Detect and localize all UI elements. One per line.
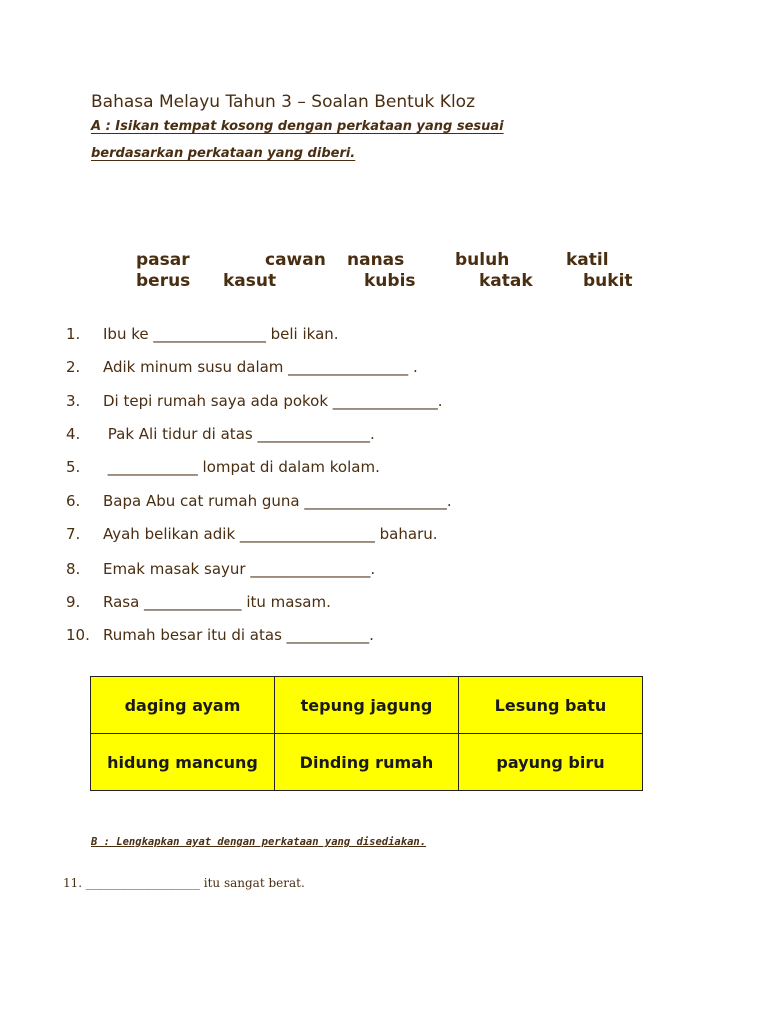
question-number: 2.	[66, 358, 81, 376]
phrase-table-row	[91, 677, 643, 734]
question-number: 3.	[66, 392, 81, 410]
word-bank-item: katil	[566, 250, 609, 270]
section-b-instruction: B : Lengkapkan ayat dengan perkataan yang disediakan.	[91, 836, 427, 848]
question-text: Emak masak sayur ________________.	[103, 560, 376, 578]
question-text: Bapa Abu cat rumah guna ___________________.	[103, 492, 452, 510]
question-number: 7.	[66, 525, 81, 543]
question-number: 4.	[66, 425, 81, 443]
question-text: Di tepi rumah saya ada pokok ______________.	[103, 392, 443, 410]
question-number: 10.	[66, 626, 90, 644]
page-title: Bahasa Melayu Tahun 3 – Soalan Bentuk Kloz	[91, 92, 476, 112]
question-item	[66, 492, 452, 510]
question-text: Rumah besar itu di atas ___________.	[103, 626, 374, 644]
phrase-cell: Dinding rumah	[275, 734, 459, 791]
question-text: Ibu ke _______________ beli ikan.	[103, 325, 339, 343]
question-number: 5.	[66, 458, 81, 476]
word-bank-item: nanas	[347, 250, 405, 270]
question-number: 6.	[66, 492, 81, 510]
word-bank-item: pasar	[136, 250, 190, 270]
phrase-cell: tepung jagung	[275, 677, 459, 734]
word-bank-item: katak	[479, 271, 533, 291]
word-bank-item: cawan	[265, 250, 326, 270]
phrase-table-row	[91, 734, 643, 791]
phrase-cell: Lesung batu	[459, 677, 643, 734]
phrase-cell: hidung mancung	[91, 734, 275, 791]
section-a-instruction-line1: A : Isikan tempat kosong dengan perkataan yang sesuai	[91, 119, 504, 134]
question-item	[66, 425, 375, 443]
question-item	[66, 525, 438, 543]
question-item	[66, 593, 331, 611]
question-text: Pak Ali tidur di atas _______________.	[103, 425, 375, 443]
word-bank-item: berus	[136, 271, 191, 291]
question-item-11	[63, 876, 305, 890]
question-number: 8.	[66, 560, 81, 578]
question-item	[66, 458, 380, 476]
question-text: Adik minum susu dalam ________________ .	[103, 358, 418, 376]
question-text: ___________________ itu sangat berat.	[85, 876, 305, 890]
question-text: Ayah belikan adik __________________ baharu.	[103, 525, 438, 543]
phrase-table	[90, 676, 643, 791]
question-item	[66, 392, 443, 410]
question-number: 11.	[63, 876, 83, 890]
phrase-cell: daging ayam	[91, 677, 275, 734]
question-item	[66, 626, 374, 644]
question-number: 9.	[66, 593, 81, 611]
section-a-instruction-line2: berdasarkan perkataan yang diberi.	[91, 146, 356, 161]
word-bank-item: bukit	[583, 271, 633, 291]
question-item	[66, 325, 339, 343]
question-item	[66, 560, 375, 578]
question-text: ____________ lompat di dalam kolam.	[103, 458, 380, 476]
word-bank-item: buluh	[455, 250, 510, 270]
question-text: Rasa _____________ itu masam.	[103, 593, 331, 611]
word-bank-item: kasut	[223, 271, 277, 291]
question-item	[66, 358, 418, 376]
phrase-cell: payung biru	[459, 734, 643, 791]
word-bank-item: kubis	[364, 271, 416, 291]
question-number: 1.	[66, 325, 81, 343]
